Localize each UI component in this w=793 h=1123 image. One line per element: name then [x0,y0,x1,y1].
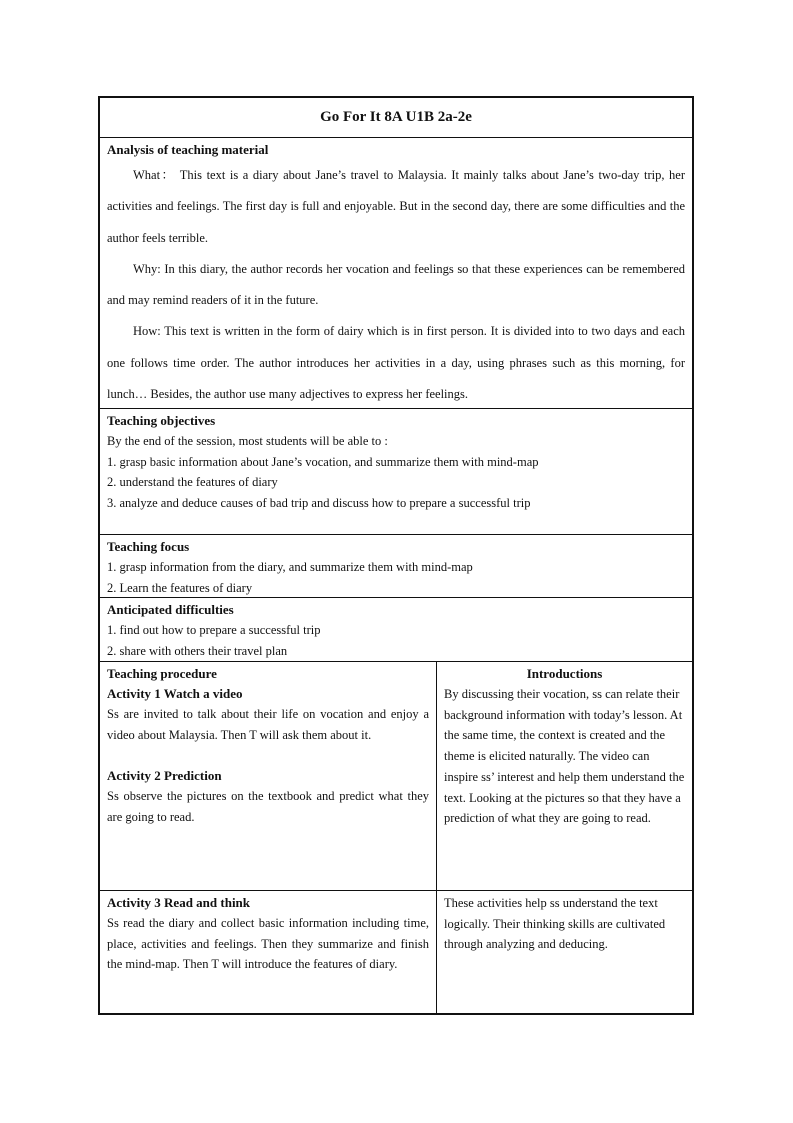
lesson-plan-table [98,96,694,1015]
activity2-title: Activity 2 Prediction [107,768,222,784]
objective-item: 1. grasp basic information about Jane’s vocation, and summarize them with mind-map [107,454,539,469]
objectives-section [100,409,692,535]
difficulties-heading: Anticipated difficulties [107,602,234,617]
objectives-heading: Teaching objectives [107,413,216,428]
procedure-section-2 [100,891,692,1015]
analysis-heading: Analysis of teaching material [107,142,269,157]
introductions-heading: Introductions [526,666,603,681]
activity2-text: Ss observe the pictures on the textbook and predict what they are going to read. [107,789,429,824]
activity1-title: Activity 1 Watch a video [107,686,243,701]
focus-section [100,535,692,598]
focus-heading: Teaching focus [107,539,190,554]
procedure-section-1 [100,662,692,891]
difficulty-item: 2. share with others their travel plan [107,643,288,658]
objective-item: 3. analyze and deduce causes of bad trip and discuss how to prepare a successful trip [107,495,531,510]
focus-item: 2. Learn the features of diary [107,580,253,595]
activity3-title: Activity 3 Read and think [107,895,251,910]
analysis-why: Why: In this diary, the author records her vocation and feelings so that these experiences can be remembered and may remind readers of it in the future. [107,261,685,308]
objective-item: 2. understand the features of diary [107,475,278,489]
focus-item: 1. grasp information from the diary, and summarize them with mind-map [107,560,473,574]
procedure-heading: Teaching procedure [107,666,217,681]
activity1-text: Ss are invited to talk about their life on vocation and enjoy a video about Malaysia. Then T will ask them about it. [107,707,429,742]
objectives-intro: By the end of the session, most students will be able to : [107,434,388,448]
analysis-section [100,138,692,409]
analysis-what: What： This text is a diary about Jane’s travel to Malaysia. It mainly talks about Jane’s two-day trip, her activities and feelings. The first day is full and enjoyable. But in the second day, there are some difficulties and the author feels terrible. [107,168,685,245]
introduction-1: By discussing their vocation, ss can relate their background information with today’s lesson. At the same time, the context is created and the theme is elicited naturally. The video can inspire ss’ interest and help them understand the text. Looking at the pictures so that they have a prediction of what they are going to read. [444,687,685,826]
introduction-3: These activities help ss understand the text logically. Their thinking skills are cultivated through analyzing and deducing. [444,896,666,952]
document-title: Go For It 8A U1B 2a-2e [100,98,692,138]
activity3-text: Ss read the diary and collect basic information including time, place, activities and feelings. Then they summarize and finish the mind-map. Then T will introduce the features of diary. [107,916,429,972]
analysis-how: How: This text is written in the form of dairy which is in first person. It is divided into to two days and each one follows time order. The author introduces her activities in a day, using phrases such as this morning, for lunch… Besides, the author use many adjectives to express her feelings. [107,324,685,402]
difficulties-section [100,598,692,662]
difficulty-item: 1. find out how to prepare a successful trip [107,623,321,637]
